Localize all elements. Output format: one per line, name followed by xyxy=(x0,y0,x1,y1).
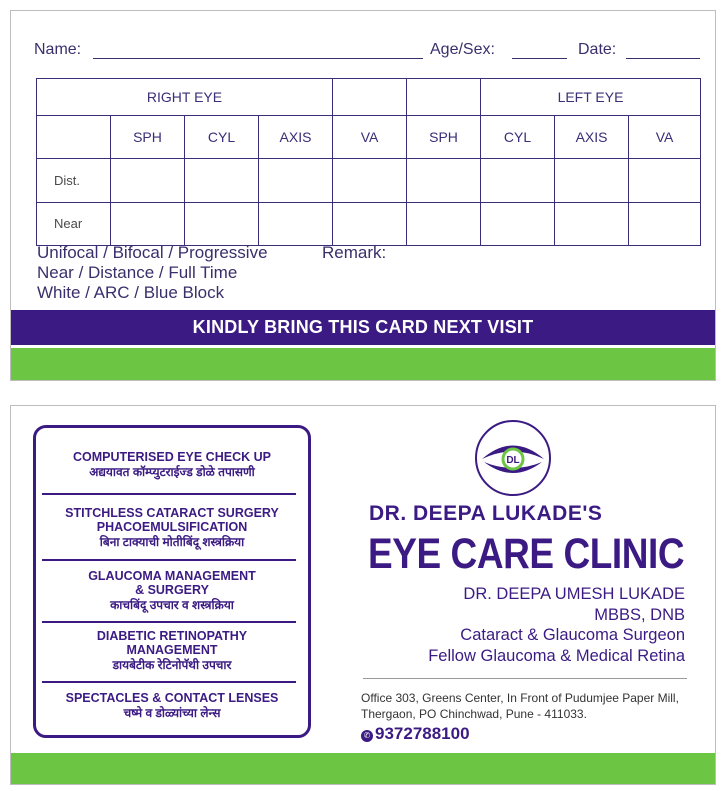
row-label-near: Near xyxy=(37,202,111,245)
lens-type-options: Unifocal / Bifocal / Progressive xyxy=(37,243,268,262)
table-cell[interactable] xyxy=(111,159,185,202)
table-cell[interactable] xyxy=(555,159,629,202)
age-sex-line xyxy=(512,58,567,59)
table-cell[interactable] xyxy=(481,159,555,202)
table-row-distance xyxy=(37,159,701,202)
service-marathi: डायबेटीक रेटिनोपॅथी उपचार xyxy=(112,658,232,672)
right-eye-header: RIGHT EYE xyxy=(37,79,333,116)
clinic-card-back xyxy=(10,405,716,785)
table-cell[interactable] xyxy=(333,159,407,202)
service-title: COMPUTERISED EYE CHECK UP xyxy=(73,450,271,464)
table-cell[interactable] xyxy=(333,202,407,245)
remark-label: Remark: xyxy=(322,243,387,262)
col-header-cyl-right: CYL xyxy=(185,115,259,158)
date-label: Date: xyxy=(578,41,617,58)
date-line xyxy=(626,58,700,59)
fellowship: Fellow Glaucoma & Medical Retina xyxy=(428,647,685,665)
service-title: DIABETIC RETINOPATHY xyxy=(96,629,248,643)
table-cell[interactable] xyxy=(185,202,259,245)
prescription-card-front xyxy=(10,10,716,381)
col-header-va-right: VA xyxy=(333,115,407,158)
service-title: STITCHLESS CATARACT SURGERY xyxy=(65,506,279,520)
service-diabetic-retinopathy xyxy=(36,629,308,673)
service-title: MANAGEMENT xyxy=(126,643,218,657)
patient-info-row xyxy=(34,41,698,63)
phone-icon: ✆ xyxy=(361,730,373,742)
table-row-near xyxy=(37,202,701,245)
doctor-full-name: DR. DEEPA UMESH LUKADE xyxy=(463,585,685,603)
name-label: Name: xyxy=(34,41,82,58)
table-cell[interactable] xyxy=(407,159,481,202)
address-line-2: Thergaon, PO Chinchwad, Pune - 411033. xyxy=(361,707,587,721)
table-cell[interactable] xyxy=(629,202,701,245)
empty-header-cell xyxy=(407,79,481,116)
col-header-sph-right: SPH xyxy=(111,115,185,158)
green-band xyxy=(11,753,715,785)
clinic-address xyxy=(361,690,679,722)
corner-cell xyxy=(37,115,111,158)
lens-use-options: Near / Distance / Full Time xyxy=(37,263,238,282)
clinic-name: EYE CARE CLINIC xyxy=(368,530,685,578)
address-line-1: Office 303, Greens Center, In Front of Pudumjee Paper Mill, xyxy=(361,691,679,705)
service-marathi: चष्मे व डोळ्यांच्या लेन्स xyxy=(123,706,221,720)
table-cell[interactable] xyxy=(259,159,333,202)
divider xyxy=(42,621,296,623)
prescription-table xyxy=(36,78,701,246)
table-cell[interactable] xyxy=(407,202,481,245)
service-marathi: काचबिंदू उपचार व शस्त्रक्रिया xyxy=(110,598,234,612)
service-glaucoma xyxy=(36,569,308,613)
col-header-va-left: VA xyxy=(629,115,701,158)
green-band xyxy=(11,348,715,381)
row-label-distance: Dist. xyxy=(37,159,111,202)
col-header-cyl-left: CYL xyxy=(481,115,555,158)
service-title: GLAUCOMA MANAGEMENT xyxy=(88,569,256,583)
name-line xyxy=(93,58,423,59)
services-box xyxy=(33,425,311,738)
phone-text: 9372788100 xyxy=(375,724,470,743)
specialty: Cataract & Glaucoma Surgeon xyxy=(460,626,685,644)
service-marathi: बिना टाक्याची मोतीबिंदू शस्त्रक्रिया xyxy=(99,535,245,549)
left-eye-header: LEFT EYE xyxy=(481,79,701,116)
next-visit-banner: KINDLY BRING THIS CARD NEXT VISIT xyxy=(11,310,715,345)
service-eye-checkup xyxy=(36,450,308,480)
col-header-sph-left: SPH xyxy=(407,115,481,158)
divider xyxy=(42,559,296,561)
service-title: PHACOEMULSIFICATION xyxy=(96,520,248,534)
table-cell[interactable] xyxy=(555,202,629,245)
table-cell[interactable] xyxy=(259,202,333,245)
table-cell[interactable] xyxy=(111,202,185,245)
table-cell[interactable] xyxy=(481,202,555,245)
phone-number[interactable] xyxy=(361,724,470,744)
service-title: SPECTACLES & CONTACT LENSES xyxy=(65,691,279,705)
service-marathi: अद्ययावत कॉम्प्युटराईज्ड डोळे तपासणी xyxy=(89,465,255,479)
table-cell[interactable] xyxy=(629,159,701,202)
degrees: MBBS, DNB xyxy=(594,606,685,624)
eye-logo-icon xyxy=(473,418,553,498)
empty-header-cell xyxy=(333,79,407,116)
col-header-axis-right: AXIS xyxy=(259,115,333,158)
service-spectacles xyxy=(36,691,308,721)
age-sex-label: Age/Sex: xyxy=(430,41,495,58)
divider xyxy=(363,678,687,679)
logo-letters: DL xyxy=(506,455,520,466)
col-header-axis-left: AXIS xyxy=(555,115,629,158)
service-cataract-surgery xyxy=(36,506,308,550)
doctor-heading: DR. DEEPA LUKADE'S xyxy=(369,502,603,525)
divider xyxy=(42,681,296,683)
divider xyxy=(42,493,296,495)
lens-options xyxy=(37,243,268,303)
service-title: & SURGERY xyxy=(135,583,209,597)
lens-coating-options: White / ARC / Blue Block xyxy=(37,283,225,302)
table-cell[interactable] xyxy=(185,159,259,202)
